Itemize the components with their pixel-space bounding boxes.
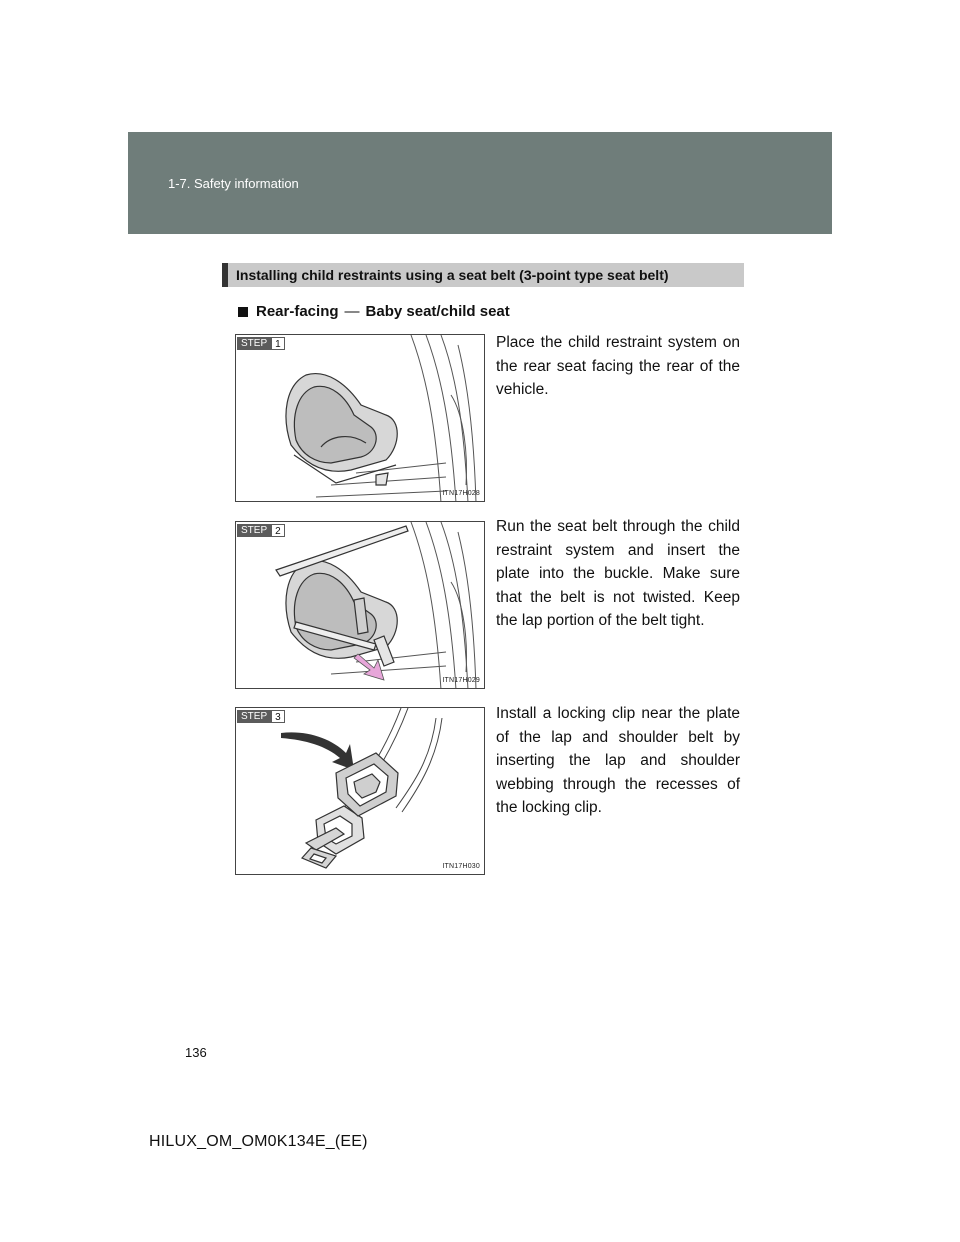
step-number: 1 [271, 337, 285, 350]
subheading-dash: — [344, 303, 360, 320]
step-number: 3 [271, 710, 285, 723]
step-3-illustration [235, 707, 485, 875]
step-2-illustration [235, 521, 485, 689]
step-number: 2 [271, 524, 285, 537]
figure-code: ITN17H028 [442, 490, 480, 497]
step-badge [237, 337, 285, 350]
locking-clip-illustration [236, 708, 485, 875]
child-seat-on-rear-seat-illustration [236, 335, 485, 502]
document-code: HILUX_OM_OM0K134E_(EE) [149, 1133, 368, 1150]
insert-arrow-icon [354, 654, 384, 680]
figure-code: ITN17H029 [442, 677, 480, 684]
step-badge [237, 710, 285, 723]
section-label: 1-7. Safety information [168, 176, 299, 191]
step-1-text: Place the child restraint system on the rear seat facing the rear of the vehicle. [496, 334, 740, 398]
belt-through-child-seat-illustration [236, 522, 485, 689]
step-word: STEP [237, 337, 271, 350]
step-3-text: Install a locking clip near the plate of the lap and shoulder belt by inserting the lap and shoulder webbing through the recesses of the locking clip. [496, 705, 740, 816]
step-2-text: Run the seat belt through the child restraint system and insert the plate into the buckle. Make sure that the belt is not twisted. Keep the lap portion of the belt tight. [496, 518, 740, 629]
subheading-detail: Baby seat/child seat [365, 303, 510, 320]
page-number: 136 [185, 1045, 207, 1060]
section-title-bar [222, 263, 744, 287]
subheading-label: Rear-facing [256, 303, 339, 320]
step-word: STEP [237, 524, 271, 537]
subheading [238, 303, 510, 320]
header-band [128, 132, 832, 234]
step-badge [237, 524, 285, 537]
step-word: STEP [237, 710, 271, 723]
step-1-illustration [235, 334, 485, 502]
bullet-square-icon [238, 307, 248, 317]
section-title: Installing child restraints using a seat belt (3-point type seat belt) [236, 267, 669, 283]
figure-code: ITN17H030 [442, 863, 480, 870]
